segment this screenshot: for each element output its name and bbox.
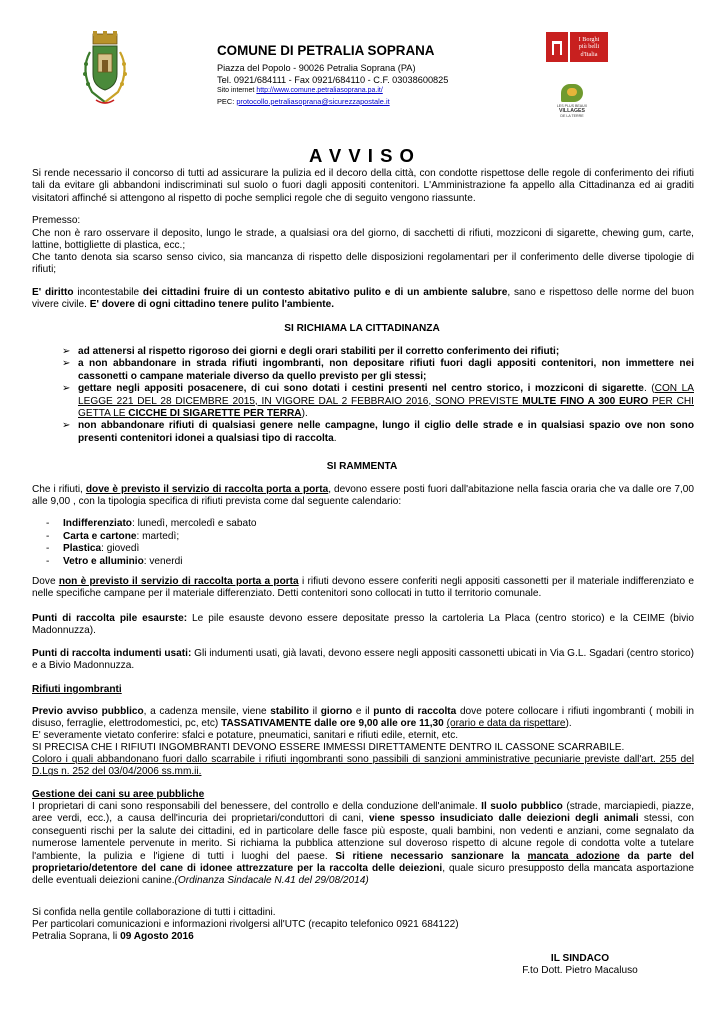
cani-bu: mancata adozione — [527, 850, 620, 862]
villages-line-1: LES PLUS BEAUX — [556, 104, 588, 108]
ing-t2: il — [308, 706, 321, 717]
list-item — [46, 531, 257, 544]
diritto-b2: dei cittadini fruire di un contesto abitativo pulito e di un ambiente salubre — [142, 287, 508, 298]
cani-paragraph — [32, 801, 694, 888]
richiama-item-3-cicche: CICCHE DI SIGARETTE PER TERRA — [128, 408, 302, 420]
rammenta-p2-porta: non è previsto il servizio di raccolta porta a porta — [58, 576, 299, 587]
header-pec — [217, 97, 390, 106]
calendar-list — [46, 518, 257, 568]
borghi-line-2: più belli — [578, 43, 600, 51]
cani-ordinanza: (Ordinanza Sindacale N.41 del 29/08/2014) — [174, 875, 369, 887]
rammenta-p1-a: Che i rifiuti, — [32, 484, 86, 495]
diritto-paragraph — [32, 287, 694, 312]
ingombranti-line2: E' severamente vietato conferire: sfalci e potature, pneumatici, sanitari e rifiuti edile, eternit, etc. — [32, 730, 459, 741]
ing-b1: Previo avviso pubblico — [32, 706, 144, 717]
diritto-t2: , sano e rispettoso delle norme del buon vivere civile. — [32, 287, 695, 311]
ing-b5: TASSATIVAMENTE dalle ore 9,00 alle ore 11,30 — [221, 718, 444, 730]
intro-paragraph: Si rende necessario il concorso di tutti ad assicurare la pulizia ed il decoro della città, con condotte rispettose delle regole di conferimento dei rifiuti tali da evitare gli abbandoni indiscriminati sul suolo o fuori dagli appositi contenitori. L'Amministrazione fa appello alla Cittadinanza ed ai graditi visitatori affinché si attengono al rispetto di poche semplici regole che di seguito vengono riassunte. — [32, 168, 694, 204]
villages-line-3: DE LA TERRE — [560, 114, 584, 118]
ingombranti-p1 — [32, 706, 694, 731]
rammenta-p1-b: , devono essere posti fuori dall'abitazione nella fascia oraria che va dalle ore 7,00 alle 9,00 , con la tipologia specifica di rifiuti prevista come dal seguente calendario: — [32, 484, 694, 508]
ing-t3: e il — [352, 706, 374, 717]
header-tel: Tel. 0921/684111 - Fax 0921/684110 - C.F. 03038600825 — [217, 75, 449, 85]
list-item — [62, 383, 694, 420]
closing-line-3 — [32, 931, 694, 943]
rammenta-heading: SI RAMMENTA — [326, 461, 398, 472]
ingombranti-line3: SI PRECISA CHE I RIFIUTI INGOMBRANTI DEVONO ESSERE IMMESSI DIRETTAMENTE DENTRO IL CASSONE SCARRABILE. — [32, 742, 625, 753]
calendar-type: Carta e cartone — [63, 530, 137, 542]
borghi-logo — [546, 30, 610, 64]
calendar-type: Plastica — [63, 543, 102, 555]
site-label: Sito internet — [217, 87, 257, 94]
villages-line-2: VILLAGES — [559, 108, 585, 114]
rammenta-p1 — [32, 484, 694, 509]
list-item — [46, 518, 257, 531]
diritto-b1: E' diritto — [32, 287, 74, 298]
calendar-days: : martedì; — [136, 530, 180, 542]
richiama-heading: SI RICHIAMA LA CITTADINANZA — [284, 323, 440, 334]
list-item — [62, 358, 694, 383]
diritto-t1: incontestabile — [73, 287, 143, 298]
signature-role: IL SINDACO — [550, 953, 610, 964]
closing-line-1: Si confida nella gentile collaborazione di tutti i cittadini. — [32, 907, 276, 918]
richiama-item-4-end: . — [333, 432, 337, 444]
richiama-list — [62, 346, 694, 445]
signature-name: F.to Dott. Pietro Macaluso — [522, 965, 638, 976]
calendar-days: : lunedì, mercoledì e sabato — [131, 518, 257, 529]
premesso-p1: Che non è raro osservare il deposito, lungo le strade, a qualsiasi ora del giorno, di sacchetti di rifiuti, mozziconi di sigarette, chewing gum, carte, lattine, bottigliette di plastica, ecc.; — [32, 228, 694, 252]
closing-place: Petralia Soprana, li — [32, 931, 121, 942]
rammenta-p2 — [32, 576, 694, 601]
richiama-item-3-bold: gettare negli appositi posacenere, di cui sono dotati i cestini presenti nel centro storico, i mozziconi di sigarette — [78, 383, 644, 395]
list-item — [46, 556, 257, 569]
indumenti-paragraph — [32, 648, 694, 673]
pec-label: PEC: — [217, 97, 237, 106]
villages-leaf-icon — [561, 84, 583, 102]
rammenta-p2-a: Dove — [32, 576, 59, 587]
ing-t6: ). — [565, 718, 572, 730]
list-item — [62, 420, 694, 445]
cani-t2: (strade, marciapiedi, piazze, aree verdi, ecc.), a causa dell'incuria dei proprietari/conduttori di cani, — [32, 801, 695, 825]
cani-b4: da parte del proprietario/detentore del cane di idonee attrezzature per la raccolta delle deiezioni — [32, 850, 694, 875]
calendar-days: : venerdi — [143, 555, 183, 567]
cani-b1: Il suolo pubblico — [481, 801, 563, 812]
ing-t1: , a cadenza mensile, viene — [143, 706, 271, 717]
cani-t3: stessi, con conseguenti rischi per la salute dei cittadini, ed in particolare delle fasce più esposte, quali bambini, non vedenti e anziani, come segnalato da numerose lamentele pervenute in merito. Si richiama la pubblica attenzione sul doveroso rispetto di alcune regole di condotta volte a tutelare l'ambiente, la pulizia e l'igiene di tutti i luoghi del paese. — [32, 813, 694, 862]
ing-b2: stabilito — [270, 706, 309, 717]
calendar-type: Indifferenziato — [63, 518, 132, 529]
diritto-b3: E' dovere di ogni cittadino tenere pulito l'ambiente. — [89, 299, 335, 311]
pile-text: Le pile esauste devono essere depositate presso la cartoleria La Placa (centro storico) e la CEIME (bivio Madonnuzza). — [32, 613, 694, 637]
richiama-item-3-text: . ( — [643, 383, 655, 395]
pile-paragraph — [32, 613, 694, 638]
ingombranti-line4: Coloro i quali abbandonano fuori dallo scarrabile i rifiuti ingombranti sono passibili di sanzioni amministrative pecuniarie previste dall'art. 255 del D.Lgs n. 252 del 03/04/2006 ss.mm.ii. — [32, 754, 694, 778]
rammenta-p1-porta: dove è previsto il servizio di raccolta porta a porta — [85, 484, 329, 495]
borghi-line-1: I Borghi — [578, 36, 600, 43]
richiama-item-1: ad attenersi al rispetto rigoroso dei giorni e degli orari stabiliti per il corretto conferimento dei rifiuti; — [78, 346, 560, 357]
calendar-days: : giovedì — [101, 543, 140, 555]
header-comune-title: COMUNE DI PETRALIA SOPRANA — [217, 43, 435, 58]
premesso-p2: Che tanto denota sia scarso senso civico, sia mancanza di rispetto delle disposizioni regolamentari per il conferimento delle diverse tipologie di rifiuti; — [32, 252, 694, 276]
closing-line-2: Per particolari comunicazioni e informazioni rivolgersi all'UTC (recapito telefonico 0921 684122) — [32, 919, 459, 930]
premesso-label: Premesso: — [32, 215, 81, 226]
document-title: A V V I S O — [309, 145, 415, 166]
borghi-tower-icon — [546, 32, 568, 62]
pec-link[interactable]: protocollo.petraliasoprana@sicurezzapostale.it — [236, 97, 390, 106]
ing-b3: giorno — [320, 706, 353, 717]
ingombranti-heading: Rifiuti ingombranti — [32, 684, 122, 695]
pile-label: Punti di raccolta pile esaurste: — [32, 613, 188, 624]
indumenti-label: Punti di raccolta indumenti usati: — [32, 648, 192, 659]
header-site — [217, 87, 383, 94]
ing-b4: punto di raccolta — [373, 706, 457, 717]
richiama-item-3-fine: MULTE FINO A 300 EURO — [522, 395, 649, 407]
ing-t4: dove potere collocare i rifiuti ingombranti ( mobili in disuso, ferraglie, elettrodomestici, pc, etc) — [32, 706, 694, 730]
closing-date: 09 Agosto 2016 — [120, 931, 194, 942]
rammenta-p2-b: i rifiuti devono essere conferiti negli appositi cassonetti per il materiale indifferenziato e nelle specifiche campane per il materiale differenziato. Detti contenitori sono collocati in tutto il territorio comunale. — [32, 576, 694, 600]
borghi-line-3: d'Italia — [580, 50, 598, 58]
richiama-item-2: a non abbandonare in strada rifiuti ingombranti, non depositare rifiuti fuori dagli appositi contenitori, non immettere nei cassonetti o campane materiale diverso da quello previsto per gli stessi; — [78, 358, 694, 382]
richiama-item-3-end: ). — [301, 408, 308, 420]
cani-t4: , quale sicuro presupposto della mancata asportazione delle eventuali deiezioni canine. — [32, 863, 694, 887]
richiama-item-3-law: CON LA LEGGE 221 DEL 28 DICEMBRE 2015, IN VIGORE DAL 2 FEBBRAIO 2016, SONO PREVISTE — [78, 383, 694, 407]
borghi-text — [570, 32, 608, 62]
cani-b3: Si ritiene necessario sanzionare la — [335, 850, 528, 862]
richiama-item-3-law-2: PER CHI GETTA LE — [78, 395, 694, 420]
cani-b2: viene spesso insudiciato dalle deiezioni degli animali — [368, 813, 639, 825]
municipal-crest — [76, 30, 134, 110]
list-item — [62, 346, 694, 358]
calendar-type: Vetro e alluminio — [63, 555, 144, 567]
indumenti-text: Gli indumenti usati, già lavati, devono essere negli appositi cassonetti ubicati in Via G.L. Sgadari (centro storico) e a Bivio Madonnuzza. — [32, 648, 694, 672]
list-item — [46, 543, 257, 556]
villages-logo — [550, 84, 594, 124]
cani-heading: Gestione dei cani su aree pubbliche — [32, 789, 205, 800]
site-link[interactable]: http://www.comune.petraliasoprana.pa.it/ — [256, 87, 383, 94]
cani-t1: I proprietari di cani sono responsabili del benessere, del controllo e della conduzione dell'animale. — [32, 801, 482, 812]
richiama-item-4: non abbandonare rifiuti di qualsiasi genere nelle campagne, lungo il ciglio delle strade e in qualsiasi spazio ove non sono presenti contenitori idonei a qualsiasi tipo di raccolta — [78, 420, 694, 444]
ing-u: (orario e data da rispettare — [446, 718, 566, 730]
header-address: Piazza del Popolo - 90026 Petralia Soprana (PA) — [217, 63, 416, 73]
